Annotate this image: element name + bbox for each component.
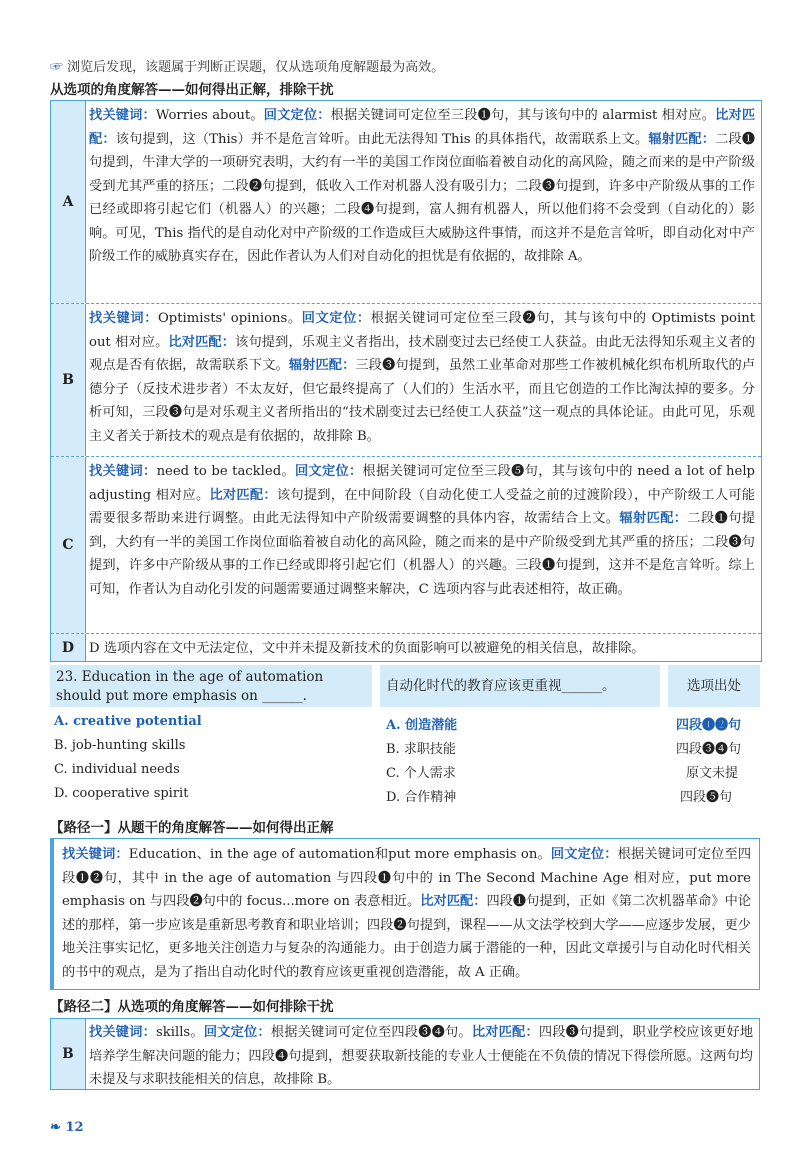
source-header: 选项出处: [668, 665, 760, 707]
path-one-box: 找关键词：Education、in the age of automation和put more emphasis on。回文定位：根据关键词可定位至四段❶❷句，其中 in the age of automation 与四段❶句中的 in The Second Machine Age 相对应，put more emphasis on 与四段❷句中的 focus...more on 表意相近。比对匹配：四段❶句提到，正如《第二次机器革命》中论述的那样，第一步应该是重新思考教育和职业培训；四段❷句提到，课程——从文法学校到大学——应逐步发展，更少地关注事实记忆，更多地关注创造力与复杂的沟通能力。由于创造力属于潜能的一种，因此文章援引与自动化时代相关的书中的观点，是为了指出自动化时代的教育应该更重视创造潜能，故 A 正确。: [50, 838, 760, 990]
option-b-row: B 找关键词：Optimists' opinions。回文定位：根据关键词可定位至三段❷句，其与该句中的 Optimists point out 相对应。比对匹配：该句提到，乐观主义者指出，技术剧变过去已经使工人获益。由此无法得知乐观主义者的观点是否有依据，故需联系下文。辐射匹配：三段❸句提到，虽然工业革命对那些工作被机械化织布机所取代的卢德分子（反技术进步者）不太友好，但它最终提高了（人们的）生活水平，而且它创造的工作比淘汰掉的要多。分析可知，三段❸句是对乐观主义者所指出的“技术剧变过去已经使工人获益”这一观点的具体论证。由此可见，乐观主义者关于新技术的观点是有依据的，故排除 B。: [51, 304, 761, 457]
option-c-row: C 找关键词：need to be tackled。回文定位：根据关键词可定位至三段❺句，其与该句中的 need a lot of help adjusting 相对应。比对匹配：该句提到，在中间阶段（自动化使工人受益之前的过渡阶段），中产阶级工人可能需要很多帮助来进行调整。由此无法得知中产阶级需要调整的具体内容，故需结合上文。辐射匹配：二段❶句提到，大约有一半的美国工作岗位面临着被自动化的高风险，随之而来的是中产阶级受到尤其严重的挤压；二段❸句提到，许多中产阶级从事的工作已经或即将引起它们（机器人）的兴趣。三段❶句提到，这并不是危言耸听。综上可知，作者认为自动化引发的问题需要通过调整来解决，C 选项内容与此表述相符，故正确。: [51, 457, 761, 634]
answer-option-row: C. individual needs C. 个人需求 原文未提: [54, 762, 739, 781]
page-number: ❧ 12: [50, 1120, 84, 1135]
path-two-box: B 找关键词：skills。回文定位：根据关键词可定位至四段❸❹句。比对匹配：四段❸句提到，职业学校应该更好地培养学生解决问题的能力；四段❹句提到，想要获取新技能的专业人士便能在不负债的情况下得偿所愿。这两句均未提及与求职技能相关的信息，故排除 B。: [50, 1018, 760, 1090]
answer-option-row: D. cooperative spirit D. 合作精神 四段❺句: [54, 786, 733, 805]
path-two-heading: 【路径二】从选项的角度解答——如何排除干扰: [50, 999, 334, 1015]
option-label: A: [51, 101, 86, 303]
option-label: B: [51, 304, 86, 456]
path-one-heading: 【路径一】从题干的角度解答——如何得出正解: [50, 820, 334, 836]
option-label: B: [51, 1019, 86, 1089]
question-23: [50, 665, 760, 707]
pointer-icon: ☞: [50, 60, 64, 75]
option-label: C: [51, 457, 86, 633]
answer-option-row: B. job-hunting skills B. 求职技能 四段❸❹句: [54, 738, 742, 757]
options-analysis-box: [50, 100, 762, 662]
answer-option-row: A. creative potential A. 创造潜能 四段❶❷句: [54, 714, 742, 733]
book-icon: ❧: [50, 1120, 61, 1135]
section-heading: 从选项的角度解答——如何得出正解，排除干扰: [50, 82, 334, 98]
option-d-row: D D 选项内容在文中无法定位，文中并未提及新技术的负面影响可以被避免的相关信息，故排除。: [51, 634, 761, 661]
option-a-row: A 找关键词：Worries about。回文定位：根据关键词可定位至三段❶句，其与该句中的 alarmist 相对应。比对匹配：该句提到，这（This）并不是危言耸听。由此无法得知 This 的具体指代，故需联系上文。辐射匹配：二段❶句提到，牛津大学的一项研究表明，大约有一半的美国工作岗位面临着被自动化的高风险，随之而来的是中产阶级受到尤其严重的挤压；二段❷句提到，低收入工作对机器人没有吸引力；二段❸句提到，许多中产阶级从事的工作已经或即将引起它们（机器人）的兴趣；二段❹句提到，富人拥有机器人，所以他们将不会受到（自动化的）影响。可见，This 指代的是自动化对中产阶级的工作造成巨大威胁这件事情，而这并不是危言耸听，即自动化对中产阶级工作的威胁真实存在，因此作者认为人们对自动化的担忧是有依据的，故排除 A。: [51, 101, 761, 304]
question-cn: 自动化时代的教育应该更重视______。: [380, 665, 660, 707]
intro-note: ☞ 浏览后发现，该题属于判断正误题，仅从选项角度解题最为高效。: [50, 60, 445, 75]
option-label: D: [51, 634, 86, 661]
question-en: 23. Education in the age of automation should put more emphasis on ______.: [50, 665, 372, 707]
